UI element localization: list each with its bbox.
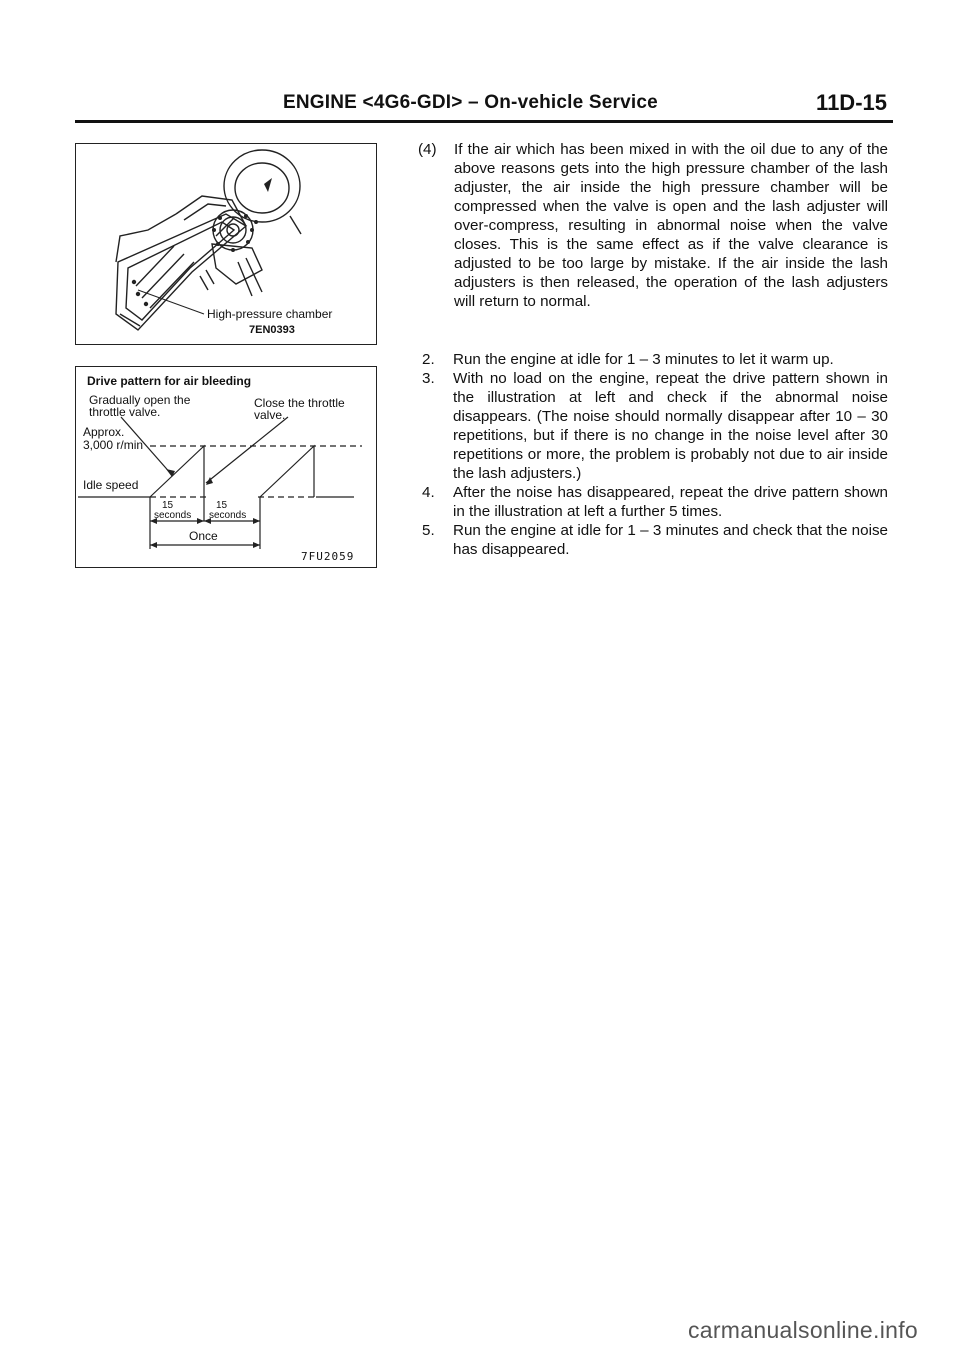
watermark: carmanualsonline.info <box>687 1317 918 1343</box>
interval-1-value: 15 <box>162 500 174 511</box>
step-number: 4. <box>422 484 435 501</box>
page-number: 11D-15 <box>816 90 887 115</box>
step-3 <box>418 369 888 483</box>
step-text: Run the engine at idle for 1 – 3 minutes to let it warm up. <box>453 351 834 368</box>
body-text <box>418 140 888 559</box>
approx-label: Approx. <box>83 425 125 439</box>
step-number: 2. <box>422 351 435 368</box>
page-header <box>75 88 893 118</box>
idle-speed-label: Idle speed <box>83 478 139 492</box>
step-2 <box>418 350 888 369</box>
drive-pattern-graph <box>76 367 376 567</box>
step-text: After the noise has disappeared, repeat the drive pattern shown in the illustration at left a further 5 times. <box>453 484 888 520</box>
sub-item-4 <box>418 140 888 311</box>
lash-adjuster-figure <box>75 143 377 345</box>
figure-code: 7EN0393 <box>249 324 295 336</box>
close-throttle-label-1: Close the throttle <box>254 396 345 410</box>
high-pressure-chamber-label: High-pressure chamber <box>207 307 333 321</box>
drive-pattern-title: Drive pattern for air bleeding <box>87 374 252 388</box>
open-throttle-label-1: Gradually open the <box>89 393 191 407</box>
step-5 <box>418 521 888 559</box>
sub-item-text: If the air which has been mixed in with the oil due to any of the above reasons gets into the high pressure chamber of the lash adjuster, the air inside the high pressure chamber will be compressed when the valve is open and the lash adjuster will over-compress, resulting in abnormal noise when the valve closes. This is the same effect as if the valve clearance is adjusted to be too large by mistake. If the air inside the lash adjusters is then released, the operation of the lash adjusters will return to normal. <box>454 141 888 310</box>
step-text: With no load on the engine, repeat the drive pattern shown in the illustration at left and check if the abnormal noise disappears. (The noise should normally disappear after 10 – 30 repetitions, but if there is no change in the noise level after 30 repetitions or more, the problem is probably not due to air inside the lash adjusters.) <box>453 370 888 482</box>
open-throttle-label-2: throttle valve. <box>89 405 161 419</box>
procedure-steps <box>418 350 888 559</box>
interval-2-value: 15 <box>216 500 228 511</box>
header-rule <box>75 120 893 123</box>
step-number: 5. <box>422 522 435 539</box>
drive-pattern-figure <box>75 366 377 568</box>
figure-code: 7FU2059 <box>301 550 355 563</box>
step-number: 3. <box>422 370 435 387</box>
once-label: Once <box>189 529 218 543</box>
interval-2-unit: seconds <box>209 510 247 521</box>
step-4 <box>418 483 888 521</box>
page-title: ENGINE <4G6-GDI> – On-vehicle Service <box>283 92 658 113</box>
rpm-label: 3,000 r/min <box>83 438 144 452</box>
interval-1-unit: seconds <box>154 510 192 521</box>
close-throttle-label-2: valve. <box>254 408 286 422</box>
sub-item-number: (4) <box>418 141 437 158</box>
step-text: Run the engine at idle for 1 – 3 minutes and check that the noise has disappeared. <box>453 522 888 558</box>
